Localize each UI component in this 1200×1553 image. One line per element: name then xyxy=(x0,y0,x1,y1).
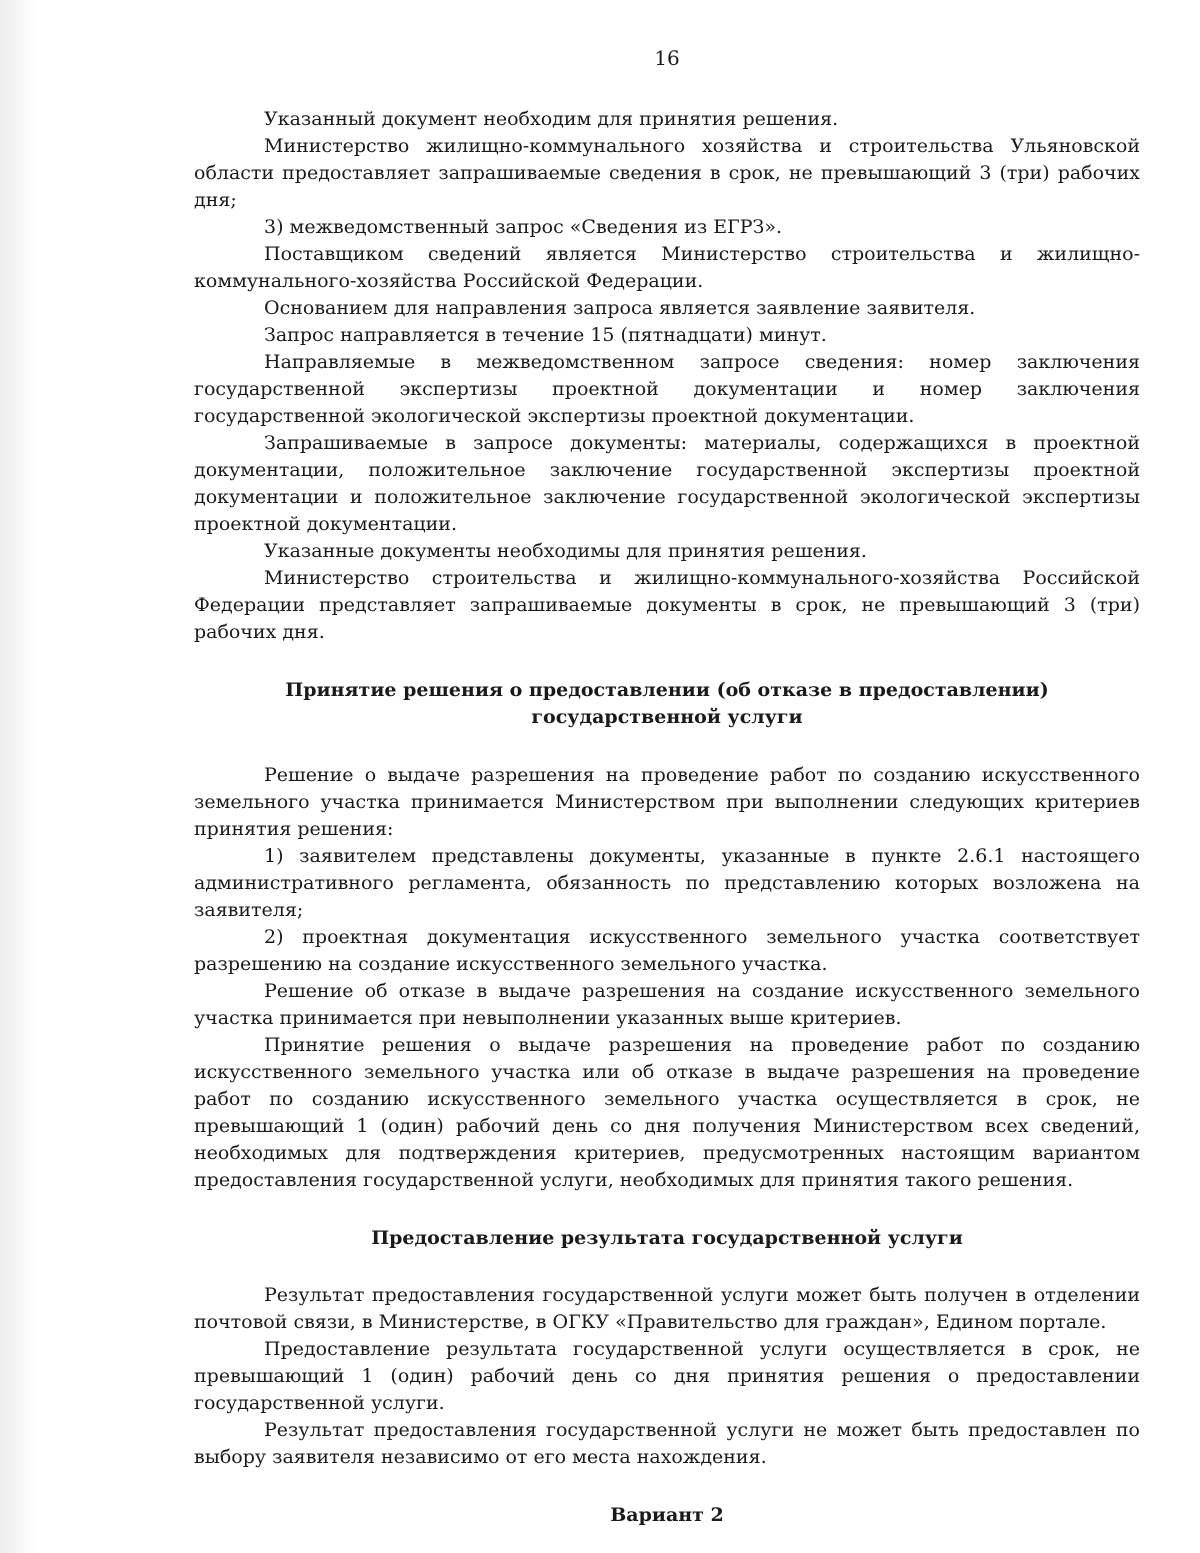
paragraph: Решение о выдаче разрешения на проведение работ по созданию искусственного земельного участка принимается Министерством при выполнении следующих критериев принятия решения: xyxy=(194,764,1140,840)
paragraph: 2) проектная документация искусственного земельного участка соответствует разрешению на создание искусственного земельного участка. xyxy=(194,926,1140,975)
paragraph: Министерство жилищно-коммунального хозяйства и строительства Ульяновской области предоставляет запрашиваемые сведения в срок, не превышающий 3 (три) рабочих дня; xyxy=(194,135,1140,211)
section-decision xyxy=(194,762,1140,1194)
paragraph: Запрос направляется в течение 15 (пятнадцати) минут. xyxy=(264,324,827,346)
paragraph: Предоставление результата государственной услуги осуществляется в срок, не превышающий 1 (один) рабочий день со дня принятия решения о предоставлении государственной услуги. xyxy=(194,1338,1140,1414)
section-heading-line: государственной услуги xyxy=(531,706,803,728)
section-heading-line: Принятие решения о предоставлении (об отказе в предоставлении) xyxy=(285,679,1049,701)
section-heading-variant xyxy=(194,1502,1140,1529)
section-heading-line: Предоставление результата государственной услуги xyxy=(371,1227,963,1249)
paragraph: Направляемые в межведомственном запросе сведения: номер заключения государственной экспертизы проектной документации и номер заключения государственной экологической экспертизы проектной документации. xyxy=(194,351,1140,427)
paragraph: Основанием для направления запроса является заявление заявителя. xyxy=(264,297,976,319)
paragraph: 1) заявителем представлены документы, указанные в пункте 2.6.1 настоящего административного регламента, обязанность по представлению которых возложена на заявителя; xyxy=(194,845,1140,921)
paragraph: Результат предоставления государственной услуги может быть получен в отделении почтовой связи, в Министерстве, в ОГКУ «Правительство для граждан», Едином портале. xyxy=(194,1284,1140,1333)
paragraph: Поставщиком сведений является Министерство строительства и жилищно-коммунального-хозяйства Российской Федерации. xyxy=(194,243,1140,292)
section-interagency-request xyxy=(194,106,1140,646)
paragraph: Указанный документ необходим для принятия решения. xyxy=(264,108,839,130)
paragraph: Результат предоставления государственной услуги не может быть предоставлен по выбору заявителя независимо от его места нахождения. xyxy=(194,1419,1140,1468)
scan-shadow-edge xyxy=(0,0,36,1553)
paragraph: Принятие решения о выдаче разрешения на проведение работ по созданию искусственного земельного участка или об отказе в выдаче разрешения на проведение работ по созданию искусственного земельного участка осуществляется в срок, не превышающий 1 (один) рабочий день со дня получения Министерством всех сведений, необходимых для подтверждения критериев, предусмотренных настоящим вариантом предоставления государственной услуги, необходимых для принятия такого решения. xyxy=(194,1034,1140,1191)
section-heading-result xyxy=(194,1225,1140,1252)
paragraph: Решение об отказе в выдаче разрешения на создание искусственного земельного участка принимается при невыполнении указанных выше критериев. xyxy=(194,980,1140,1029)
paragraph: Указанные документы необходимы для принятия решения. xyxy=(264,540,867,562)
document-page xyxy=(194,44,1140,1529)
page-number: 16 xyxy=(654,46,680,70)
paragraph: Министерство строительства и жилищно-коммунального-хозяйства Российской Федерации представляет запрашиваемые документы в срок, не превышающий 3 (три) рабочих дня. xyxy=(194,567,1140,643)
paragraph: Запрашиваемые в запросе документы: материалы, содержащихся в проектной документации, положительное заключение государственной экспертизы проектной документации и положительное заключение государственной экологической экспертизы проектной документации. xyxy=(194,432,1140,535)
section-heading-decision xyxy=(194,677,1140,731)
section-result xyxy=(194,1282,1140,1471)
paragraph: 3) межведомственный запрос «Сведения из ЕГРЗ». xyxy=(264,216,782,238)
section-heading-line: Вариант 2 xyxy=(610,1504,724,1526)
